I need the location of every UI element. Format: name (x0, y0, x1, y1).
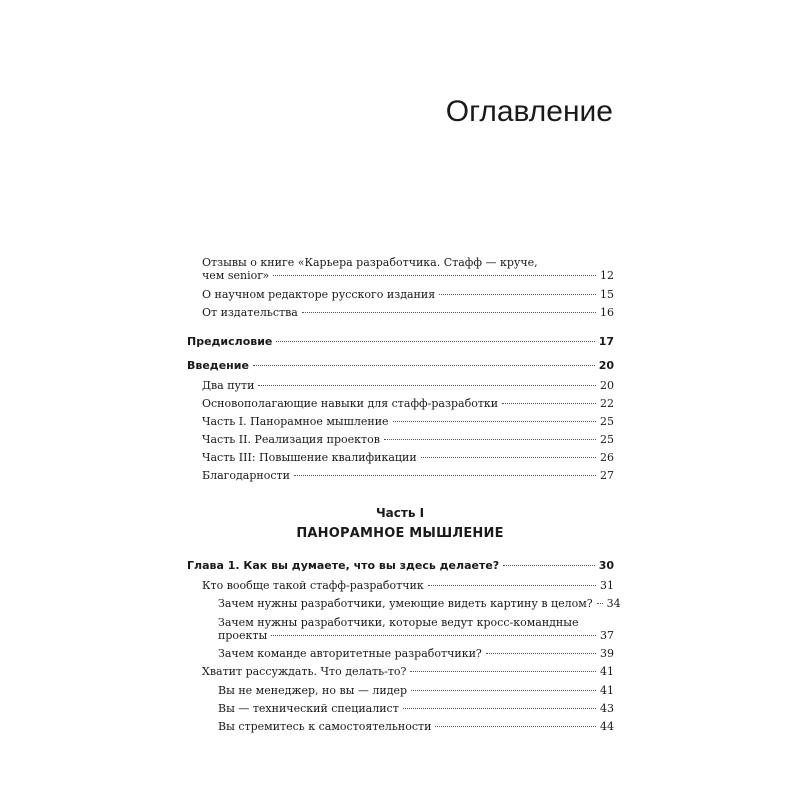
dot-leader (302, 312, 596, 313)
toc-entry-page: 17 (598, 335, 614, 348)
dot-leader (486, 653, 596, 654)
dot-leader (258, 385, 596, 386)
dot-leader (410, 671, 596, 672)
toc-entry-page: 25 (600, 415, 614, 428)
toc-entry-page: 16 (600, 306, 614, 319)
toc-entry-label: Глава 1. Как вы думаете, что вы здесь делаете? (187, 559, 500, 572)
toc-entry-label: Зачем нужны разработчики, умеющие видеть картину в целом? (218, 597, 593, 610)
toc-entry[interactable] (202, 433, 614, 447)
dot-leader (502, 403, 596, 404)
toc-entry[interactable] (218, 702, 614, 716)
toc-entry-label: Вы — технический специалист (218, 702, 399, 715)
toc-entry[interactable] (218, 629, 614, 643)
toc-entry-page: 31 (600, 579, 614, 592)
toc-entry[interactable] (202, 415, 614, 429)
dot-leader (435, 726, 596, 727)
toc-entry-label: Часть III: Повышение квалификации (202, 451, 417, 464)
toc-entry-page: 41 (600, 684, 614, 697)
dot-leader (439, 294, 596, 295)
toc-entry[interactable] (202, 665, 614, 679)
toc-entry-label: Хватит рассуждать. Что делать-то? (202, 665, 407, 678)
dot-leader (428, 585, 596, 586)
dot-leader (421, 457, 596, 458)
toc-entry[interactable] (202, 451, 614, 465)
toc-entry[interactable] (202, 269, 614, 283)
toc-entry-label: проекты (218, 629, 268, 642)
toc-entry[interactable] (202, 579, 614, 593)
toc-entry-label: Вы стремитесь к самостоятельности (218, 720, 432, 733)
toc-entry-label: О научном редакторе русского издания (202, 288, 436, 301)
dot-leader (384, 439, 596, 440)
toc-entry[interactable] (202, 379, 614, 393)
toc-entry-label: Два пути (202, 379, 255, 392)
toc-entry-page: 25 (600, 433, 614, 446)
toc-entry-page: 41 (600, 665, 614, 678)
toc-entry-introduction[interactable] (187, 359, 614, 373)
toc-entry-label: Часть II. Реализация проектов (202, 433, 380, 446)
page-title: Оглавление (445, 95, 613, 128)
toc-entry-page: 15 (600, 288, 614, 301)
toc-entry-label: Предисловие (187, 335, 273, 348)
dot-leader (403, 708, 596, 709)
toc-entry[interactable] (202, 288, 614, 302)
toc-entry-label: Зачем команде авторитетные разработчики? (218, 647, 482, 660)
toc-entry-label: Кто вообще такой стафф-разработчик (202, 579, 424, 592)
toc-entry[interactable] (202, 306, 614, 320)
toc-entry[interactable] (218, 597, 621, 611)
part-number: Часть I (375, 506, 425, 520)
toc-entry[interactable] (202, 469, 614, 483)
dot-leader (271, 635, 596, 636)
toc-entry-label: Часть I. Панорамное мышление (202, 415, 389, 428)
toc-entry-page: 12 (600, 269, 614, 282)
dot-leader (503, 565, 595, 566)
toc-entry-preface[interactable] (187, 335, 614, 349)
toc-entry-label: Благодарности (202, 469, 290, 482)
toc-entry-line: Отзывы о книге «Карьера разработчика. Стафф — круче, (202, 256, 538, 269)
dot-leader (597, 603, 603, 604)
toc-entry-label: чем senior» (202, 269, 270, 282)
toc-entry-label: Введение (187, 359, 249, 372)
toc-entry-label: Основополагающие навыки для стафф-разработки (202, 397, 499, 410)
dot-leader (273, 275, 596, 276)
toc-entry-page: 27 (600, 469, 614, 482)
toc-entry-label: От издательства (202, 306, 298, 319)
toc-entry-page: 26 (600, 451, 614, 464)
dot-leader (253, 365, 595, 366)
toc-entry-label: Вы не менеджер, но вы — лидер (218, 684, 408, 697)
toc-entry[interactable] (218, 720, 614, 734)
toc-entry-page: 30 (598, 559, 614, 572)
toc-entry[interactable] (202, 397, 614, 411)
toc-entry-page: 22 (600, 397, 614, 410)
dot-leader (411, 690, 596, 691)
toc-entry-page: 37 (600, 629, 614, 642)
toc-entry-page: 39 (600, 647, 614, 660)
dot-leader (276, 341, 594, 342)
toc-entry[interactable] (218, 684, 614, 698)
toc-entry-page: 44 (600, 720, 614, 733)
toc-entry[interactable] (218, 647, 614, 661)
toc-entry-chapter[interactable] (187, 559, 614, 573)
dot-leader (294, 475, 596, 476)
part-title: ПАНОРАМНОЕ МЫШЛЕНИЕ (296, 526, 504, 541)
toc-entry-page: 43 (600, 702, 614, 715)
toc-entry-page: 20 (600, 379, 614, 392)
toc-entry-page: 20 (598, 359, 614, 372)
dot-leader (393, 421, 596, 422)
toc-entry-line: Зачем нужны разработчики, которые ведут кросс-командные (218, 616, 579, 629)
toc-entry-page: 34 (606, 597, 621, 610)
